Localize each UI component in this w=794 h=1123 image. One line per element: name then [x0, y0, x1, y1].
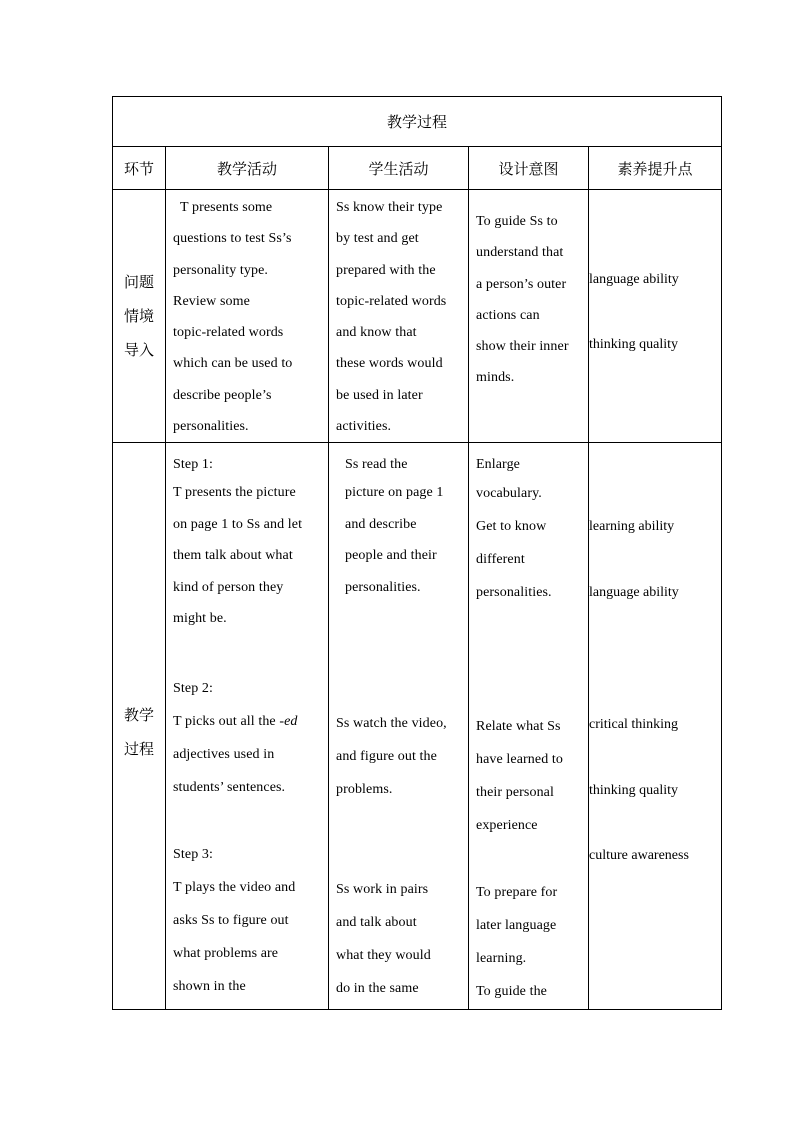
text-line: personalities. — [476, 585, 552, 601]
section-label — [113, 190, 166, 443]
section-label — [113, 443, 166, 1010]
header-student-activity: 学生活动 — [329, 147, 469, 190]
table-row — [113, 443, 722, 1010]
text-line: their personal — [476, 785, 554, 801]
student-activity-cell — [329, 443, 469, 1010]
text-line: learning. — [476, 951, 527, 967]
text-line: them talk about what — [173, 548, 293, 564]
text-line: Enlarge — [476, 457, 520, 473]
text-line: understand that — [476, 245, 564, 261]
text-line: might be. — [173, 611, 227, 627]
section-line: 导入 — [123, 341, 154, 360]
section-line: 过程 — [123, 740, 154, 759]
text-line: Step 1: — [173, 457, 213, 473]
text-line: learning ability — [589, 519, 675, 535]
text-line: T presents some — [180, 200, 273, 215]
design-intent-cell — [469, 443, 589, 1010]
text-line: language ability — [589, 272, 679, 287]
text-line: language ability — [589, 585, 679, 601]
text-line: Get to know — [476, 519, 547, 535]
header-stage: 环节 — [113, 147, 166, 190]
text-line: show their inner — [476, 339, 569, 355]
text-fragment: T picks out all the — [173, 713, 280, 729]
text-line: T presents the picture — [173, 485, 296, 501]
text-line: have learned to — [476, 752, 564, 768]
section-line: 情境 — [123, 307, 154, 326]
text-line: minds. — [476, 370, 515, 386]
text-line: questions to test Ss’s — [173, 231, 292, 247]
text-line: Review some — [173, 293, 250, 309]
text-line: personalities. — [173, 419, 249, 435]
text-line: To prepare for — [476, 885, 558, 901]
text-line: adjectives used in — [173, 746, 275, 762]
text-line: later language — [476, 918, 557, 934]
text-line — [173, 705, 328, 738]
text-line: Ss watch the video, — [336, 716, 447, 732]
text-line: Ss work in pairs — [336, 882, 429, 898]
text-line: do in the same — [336, 981, 419, 997]
text-line: and describe — [345, 516, 417, 532]
text-line: describe people’s — [173, 387, 272, 403]
text-line: kind of person they — [173, 579, 284, 595]
table-header-row — [113, 147, 722, 190]
text-line: Step 3: — [173, 846, 213, 862]
header-competency: 素养提升点 — [589, 147, 722, 190]
competency-cell — [589, 443, 722, 1010]
lesson-plan-table — [112, 96, 722, 1010]
text-line: actions can — [476, 307, 540, 323]
text-line: Relate what Ss — [476, 719, 561, 735]
text-line: activities. — [336, 419, 392, 435]
text-line: prepared with the — [336, 262, 436, 278]
text-line: thinking quality — [589, 783, 679, 799]
text-line: and talk about — [336, 915, 417, 931]
text-line: personality type. — [173, 262, 269, 278]
section-line: 教学 — [123, 706, 154, 725]
text-line: T plays the video and — [173, 879, 296, 895]
text-line: which can be used to — [173, 356, 293, 372]
text-line: topic-related words — [173, 325, 284, 341]
teaching-activity-cell — [166, 443, 329, 1010]
text-line: problems. — [336, 782, 393, 798]
text-line: critical thinking — [589, 717, 679, 733]
text-line: Ss know their type — [336, 200, 443, 215]
text-line: and know that — [336, 325, 417, 341]
table-title: 教学过程 — [113, 97, 722, 147]
text-line: asks Ss to figure out — [173, 912, 289, 928]
text-line: Ss read the — [345, 457, 408, 473]
text-line: vocabulary. — [476, 486, 542, 502]
text-line: by test and get — [336, 231, 419, 247]
text-line: people and their — [345, 548, 437, 564]
table-title-row — [113, 97, 722, 147]
text-line: students’ sentences. — [173, 779, 286, 795]
teaching-activity-cell — [166, 190, 329, 443]
student-activity-cell — [329, 190, 469, 443]
text-line: culture awareness — [589, 848, 689, 864]
table-row — [113, 190, 722, 443]
text-line: and figure out the — [336, 749, 437, 765]
text-line: To guide the — [476, 984, 547, 1000]
header-teaching-activity: 教学活动 — [166, 147, 329, 190]
text-line: experience — [476, 818, 538, 834]
text-line: topic-related words — [336, 293, 447, 309]
text-line: what they would — [336, 948, 431, 964]
design-intent-cell — [469, 190, 589, 443]
text-line: picture on page 1 — [345, 485, 444, 501]
text-line: a person’s outer — [476, 276, 567, 292]
text-line: Step 2: — [173, 680, 213, 696]
text-line: be used in later — [336, 387, 423, 403]
italic-suffix: -ed — [279, 713, 298, 729]
text-line: on page 1 to Ss and let — [173, 516, 303, 532]
competency-cell — [589, 190, 722, 443]
text-line: To guide Ss to — [476, 214, 558, 229]
text-line: different — [476, 552, 525, 568]
header-design-intent: 设计意图 — [469, 147, 589, 190]
text-line: thinking quality — [589, 337, 679, 352]
text-line: personalities. — [345, 579, 421, 595]
text-line: what problems are — [173, 945, 279, 961]
text-line: shown in the — [173, 978, 246, 994]
text-line: these words would — [336, 356, 443, 372]
section-line: 问题 — [123, 273, 154, 292]
